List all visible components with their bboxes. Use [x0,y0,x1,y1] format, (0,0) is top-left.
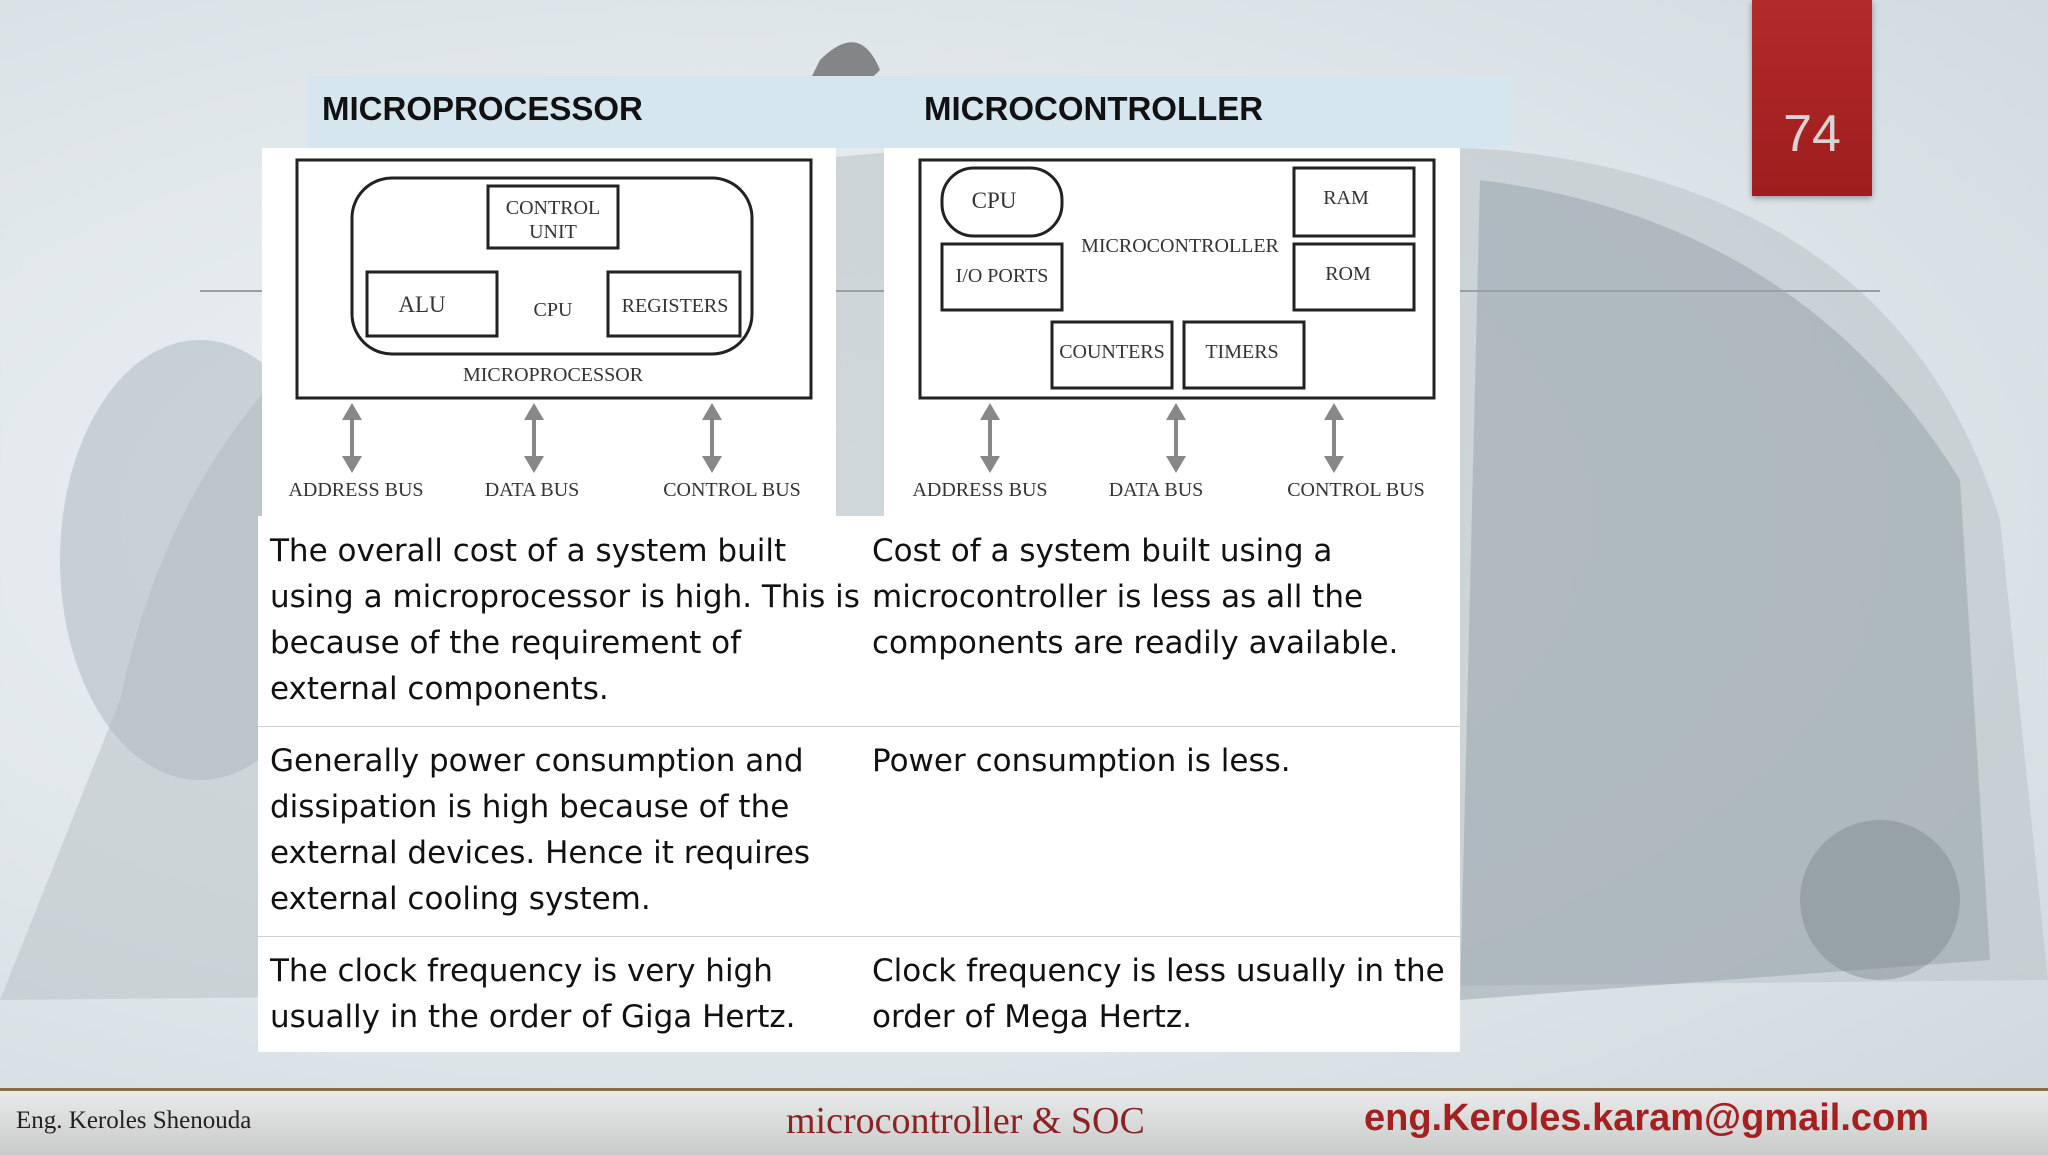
table-row [258,726,1460,937]
footer-course-title: microcontroller & SOC [786,1100,1145,1142]
mc-address-bus-arrow [980,403,1000,473]
text-line: components are readily available. [872,625,1399,661]
rom-label: ROM [1325,263,1371,285]
table-row [258,936,1460,1052]
footer-email: eng.Keroles.karam@gmail.com [1364,1097,1930,1139]
text-line: external components. [270,671,609,707]
timers-label: TIMERS [1205,341,1279,363]
footer-author: Eng. Keroles Shenouda [16,1107,252,1134]
text-line: Clock frequency is less usually in the [872,953,1445,989]
text-line: usually in the order of Giga Hertz. [270,999,796,1035]
text-line: The overall cost of a system built [270,533,787,569]
comparison-header [308,76,1512,148]
microcontroller-diagram [884,148,1460,516]
text-line: order of Mega Hertz. [872,999,1193,1035]
table-row [258,516,1460,727]
alu-label: ALU [398,292,446,317]
microprocessor-caption: MICROPROCESSOR [462,364,644,386]
address-bus-label: ADDRESS BUS [288,479,424,501]
control-unit-label-2: UNIT [529,221,577,243]
ram-label: RAM [1323,187,1369,209]
control-bus-label: CONTROL BUS [663,479,801,501]
microcontroller-title: MICROCONTROLLER [1081,235,1279,257]
text-line: The clock frequency is very high [270,953,773,989]
text-line: dissipation is high because of the [270,789,790,825]
mc-control-bus-arrow [1324,403,1344,473]
text-line: Generally power consumption and [270,743,804,779]
mc-data-bus-arrow [1166,403,1186,473]
data-bus-label: DATA BUS [484,479,580,501]
text-line: using a microprocessor is high. This is [270,579,860,615]
cell-microprocessor-cost [270,528,860,712]
control-unit-label: CONTROL [505,197,601,219]
text-line: Cost of a system built using a [872,533,1333,569]
io-ports-label: I/O PORTS [955,265,1049,287]
registers-label: REGISTERS [621,295,729,317]
page-number: 74 [1783,105,1841,163]
mc-control-bus-label: CONTROL BUS [1287,479,1425,501]
cell-microprocessor-power [270,738,810,922]
page-number-tab [1752,0,1872,196]
cell-microcontroller-power [872,738,1291,784]
mc-address-bus-label: ADDRESS BUS [912,479,1048,501]
cpu-label: CPU [533,299,573,321]
text-line: microcontroller is less as all the [872,579,1364,615]
control-bus-arrow [702,403,722,473]
header-microprocessor: MICROPROCESSOR [322,90,643,127]
microprocessor-diagram [262,148,836,516]
text-line: Power consumption is less. [872,743,1291,779]
text-line: because of the requirement of [270,625,741,661]
header-microcontroller: MICROCONTROLLER [924,90,1264,127]
counters-label: COUNTERS [1059,341,1165,363]
mc-cpu-label: CPU [971,188,1017,213]
footer-bar [0,1088,2048,1155]
cell-microcontroller-clock [872,948,1445,1040]
data-bus-arrow [524,403,544,473]
cell-microcontroller-cost [872,528,1398,666]
address-bus-arrow [342,403,362,473]
text-line: external devices. Hence it requires [270,835,811,871]
text-line: external cooling system. [270,881,651,917]
mc-data-bus-label: DATA BUS [1108,479,1204,501]
comparison-table [258,516,1460,1052]
cell-microprocessor-clock [270,948,796,1040]
